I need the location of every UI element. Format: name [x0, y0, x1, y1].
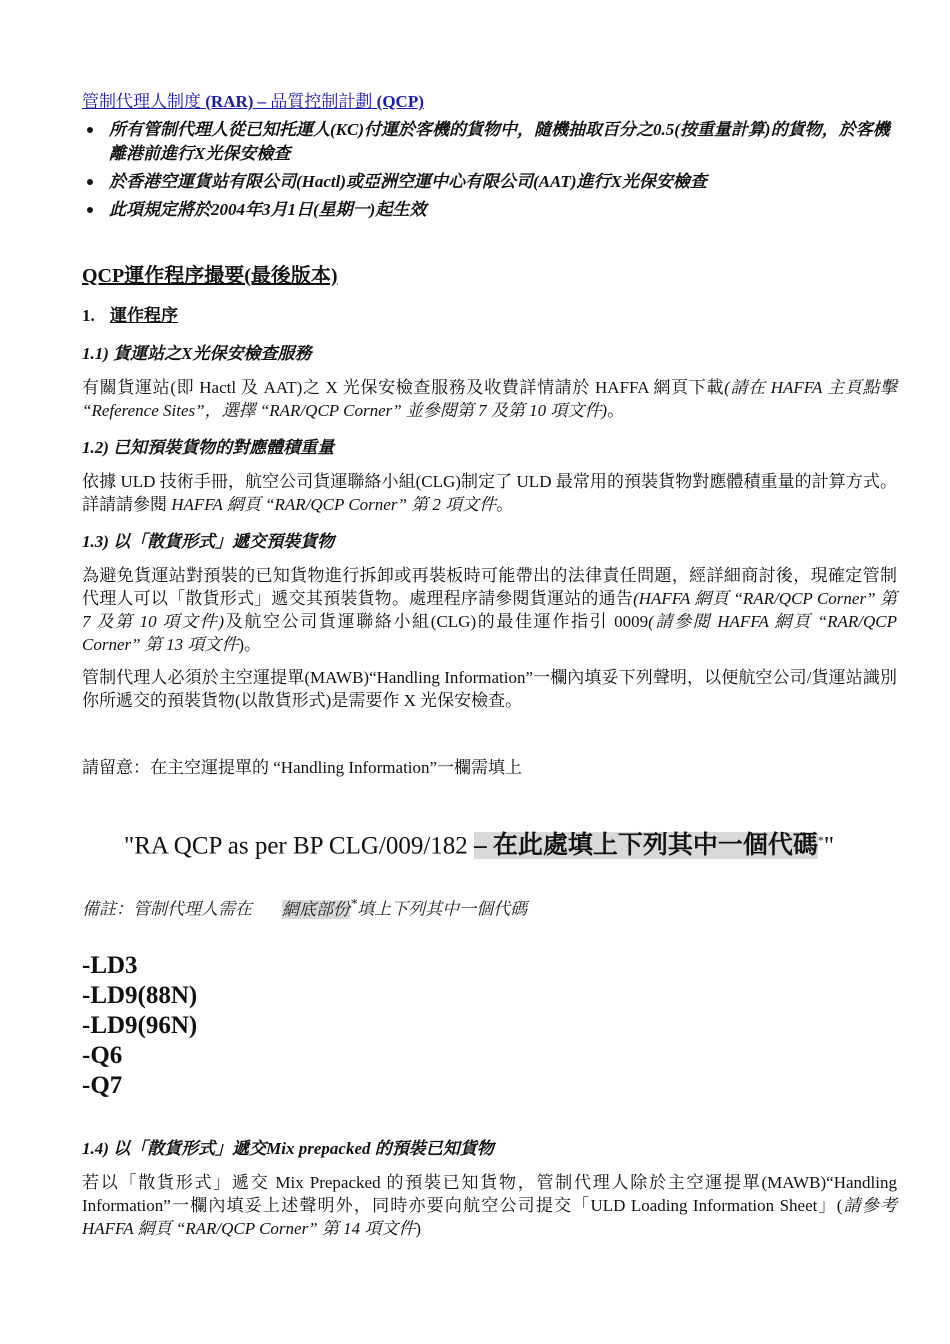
s11-end: 。 [607, 401, 625, 420]
remark-note [82, 893, 897, 921]
section-1-2-heading: 1.2) 已知預裝貨物的對應體積重量 [82, 438, 335, 457]
s14-end: ) [415, 1218, 422, 1238]
section-1-2-text [82, 470, 897, 516]
section-1-1-heading: 1.1) 貨運站之X光保安檢查服務 [82, 344, 312, 363]
section-1-number: 1. [82, 306, 95, 325]
remark-highlight: 網底部份 [282, 899, 350, 919]
section-1-title: 運作程序 [110, 306, 178, 325]
section-1-3-heading: 1.3) 以「散貨形式」遞交預裝貨物 [82, 532, 335, 551]
code-item: -Q6 [82, 1041, 123, 1069]
s11-text: 有關貨運站(即 Hactl 及 AAT)之 X 光保安檢查服務及收費詳情請於 HAFFA 網頁下載 [82, 378, 725, 397]
bullet-item: 於香港空運貨站有限公司(Hactl)或亞洲空運中心有限公司(AAT)進行X光保安檢查 [82, 170, 897, 194]
code-list [82, 951, 897, 1101]
rar-qcp-title-link[interactable] [82, 90, 897, 114]
s13-p1-mid: 及航空公司貨運聯絡小組(CLG)的最佳運作指引 0009 [224, 612, 649, 631]
s12-text: 依據 ULD 技術手冊，航空公司貨運聯絡小組(CLG)制定了 ULD 最常用的預裝貨物對應體積重量的計算方式。詳請請參閱 [82, 472, 897, 514]
main-heading: QCP運作程序撮要(最後版本) [82, 265, 338, 287]
declaration-asterisk: * [817, 833, 824, 847]
s12-italic: HAFFA 網頁 “RAR/QCP Corner” 第 2 項文件 [171, 495, 497, 514]
declaration-suffix: " [823, 832, 835, 860]
bullet-item: 此項規定將於2004年3月1日(星期一)起生效 [82, 198, 897, 222]
code-item: -Q7 [82, 1071, 123, 1099]
title-part-a[interactable]: 管制代理人制度 [82, 92, 206, 111]
section-1-3-paragraph-2: 管制代理人必須於主空運提單(MAWB)“Handling Information”一欄內填妥下列聲明，以便航空公司/貨運站識別你所遞交的預裝貨物(以散貨形式)是需要作 X 光保安檢查。 [82, 668, 897, 710]
title-part-c[interactable]: 品質控制計劃 [270, 92, 377, 111]
section-1-3-paragraph-1 [82, 564, 897, 656]
document-page [82, 90, 897, 1240]
s14-italic: 請參考 HAFFA 網頁 “RAR/QCP Corner” 第 14 項文件 [82, 1195, 897, 1238]
handling-info-notice: 請留意：在主空運提單的 “Handling Information”一欄需填上 [82, 758, 523, 777]
section-1-4-heading: 1.4) 以「散貨形式」遞交Mix prepacked 的預裝已知貨物 [82, 1138, 494, 1158]
code-item: -LD9(96N) [82, 1011, 198, 1039]
title-part-b[interactable]: (RAR) – [205, 92, 271, 111]
s12-end: 。 [496, 495, 514, 514]
code-item: -LD9(88N) [82, 981, 198, 1009]
s11-italic: (請在 HAFFA 主頁點擊 “Reference Sites”，選擇 “RAR/QCP Corner” 並參閱第 7 及第 10 項文件) [82, 378, 897, 420]
remark-c: 填上下列其中一個代碼 [357, 899, 528, 919]
s13-p1-text: 為避免貨運站對預裝的已知貨物進行拆卸或再裝板時可能帶出的法律責任問題，經詳細商討後，現確定管制代理人可以「散貨形式」遞交其預裝貨物。處理程序請參閱貨運站的通告 [82, 566, 897, 608]
declaration-highlight: – 在此處填上下列其中一個代碼 [474, 832, 818, 860]
s13-p1-italic2: (請參閱 HAFFA 網頁 “RAR/QCP Corner” 第 13 項文件 [82, 612, 897, 654]
remark-asterisk: * [350, 896, 358, 913]
section-1-4-text [82, 1171, 897, 1240]
bullet-item: 所有管制代理人從已知托運人(KC)付運於客機的貨物中，隨機抽取百分之0.5(按重量計算)的貨物，於客機離港前進行X光保安檢查 [82, 118, 897, 166]
declaration-prefix: "RA QCP as per BP CLG/009/182 [124, 832, 475, 860]
summary-bullet-list [82, 118, 897, 222]
declaration-statement [82, 823, 897, 863]
s13-p1-end: )。 [238, 635, 261, 654]
s14-text: 若以「散貨形式」遞交 Mix Prepacked 的預裝已知貨物，管制代理人除於主空運提單(MAWB)“Handling Information”一欄內填妥上述聲明外，同時亦要向航空公司提交「ULD Loading Information Sheet」( [82, 1172, 897, 1215]
code-item: -LD3 [82, 951, 138, 979]
remark-a: 備註：管制代理人需在 [82, 899, 252, 919]
section-1-heading [82, 304, 897, 328]
section-1-1-text [82, 376, 897, 422]
s13-p1-italic1: (HAFFA 網頁 “RAR/QCP Corner” 第 7 及第 10 項文件) [82, 589, 897, 631]
title-part-d[interactable]: (QCP) [376, 92, 424, 111]
